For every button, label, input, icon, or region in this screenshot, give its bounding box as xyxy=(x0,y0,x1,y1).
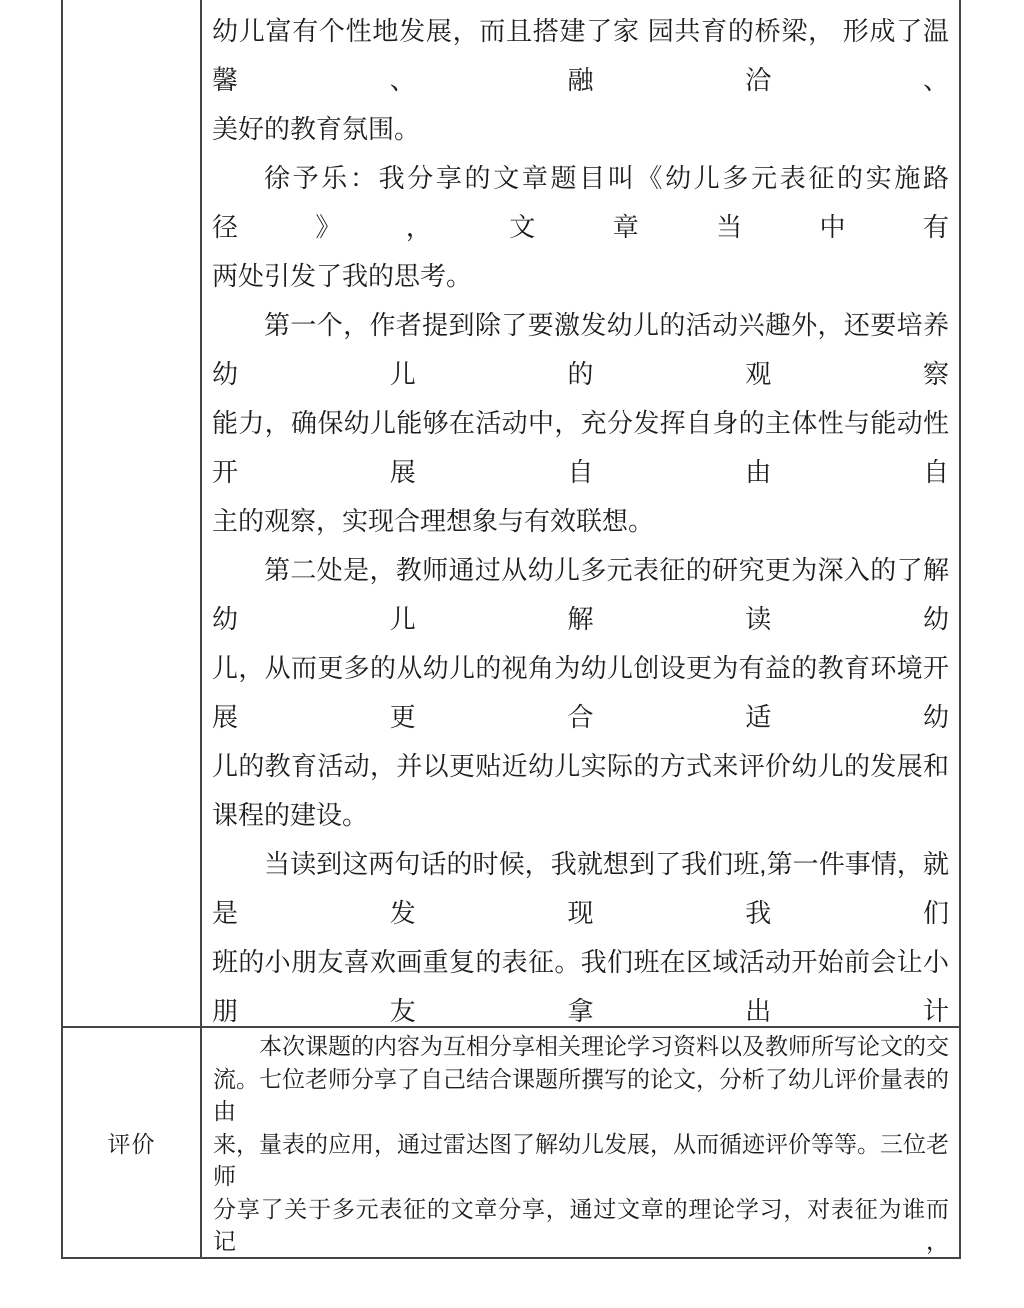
text-line: 美好的教育氛围。 xyxy=(212,114,421,144)
text-line: 能力，确保幼儿能够在活动中，充分发挥自身的主体性与能动性开展自由自 xyxy=(212,408,949,487)
content-row xyxy=(63,0,959,1028)
evaluation-label-cell xyxy=(63,1028,202,1257)
text-line: 本次课题的内容为互相分享相关理论学习资料以及教师所写论文的交 xyxy=(259,1033,949,1059)
minutes-table xyxy=(61,0,961,1259)
text-line: 主的观察，实现合理想象与有效联想。 xyxy=(212,506,655,536)
content-row-label-cell xyxy=(63,0,202,1026)
evaluation-row xyxy=(63,1028,959,1257)
text-line: 儿的教育活动，并以更贴近幼儿实际的方式来评价幼儿的发展和课程的建设。 xyxy=(212,751,949,830)
text-line: 幼儿富有个性地发展，而且搭建了家 园共育的桥梁， 形成了温馨、融洽、 xyxy=(212,16,949,95)
evaluation-label: 评价 xyxy=(107,1131,156,1157)
text-line: 第一个，作者提到除了要激发幼儿的活动兴趣外，还要培养幼儿的观察 xyxy=(212,310,949,389)
text-line: 第二处是，教师通过从幼儿多元表征的研究更为深入的了解幼儿解读幼 xyxy=(212,555,949,634)
text-line: 儿，从而更多的从幼儿的视角为幼儿创设更为有益的教育环境开展更合适幼 xyxy=(212,653,949,732)
text-line: 来，量表的应用，通过雷达图了解幼儿发展，从而循迹评价等等。三位老师 xyxy=(213,1130,949,1189)
text-line: 当读到这两句话的时候，我就想到了我们班,第一件事情，就是发现我们 xyxy=(212,849,949,928)
text-line: 分享了关于多元表征的文章分享，通过文章的理论学习，对表征为谁而记， xyxy=(213,1195,949,1254)
text-line: 两处引发了我的思考。 xyxy=(212,261,473,291)
text-line: 徐予乐：我分享的文章题目叫《幼儿多元表征的实施路径》，文章当中有 xyxy=(212,163,949,242)
evaluation-text-cell xyxy=(202,1028,959,1257)
text-line: 班的小朋友喜欢画重复的表征。我们班在区域活动开始前会让小朋友拿出计 xyxy=(212,947,949,1026)
text-line: 流。七位老师分享了自己结合课题所撰写的论文，分析了幼儿评价量表的由 xyxy=(213,1065,949,1124)
content-row-text-cell xyxy=(202,0,959,1026)
